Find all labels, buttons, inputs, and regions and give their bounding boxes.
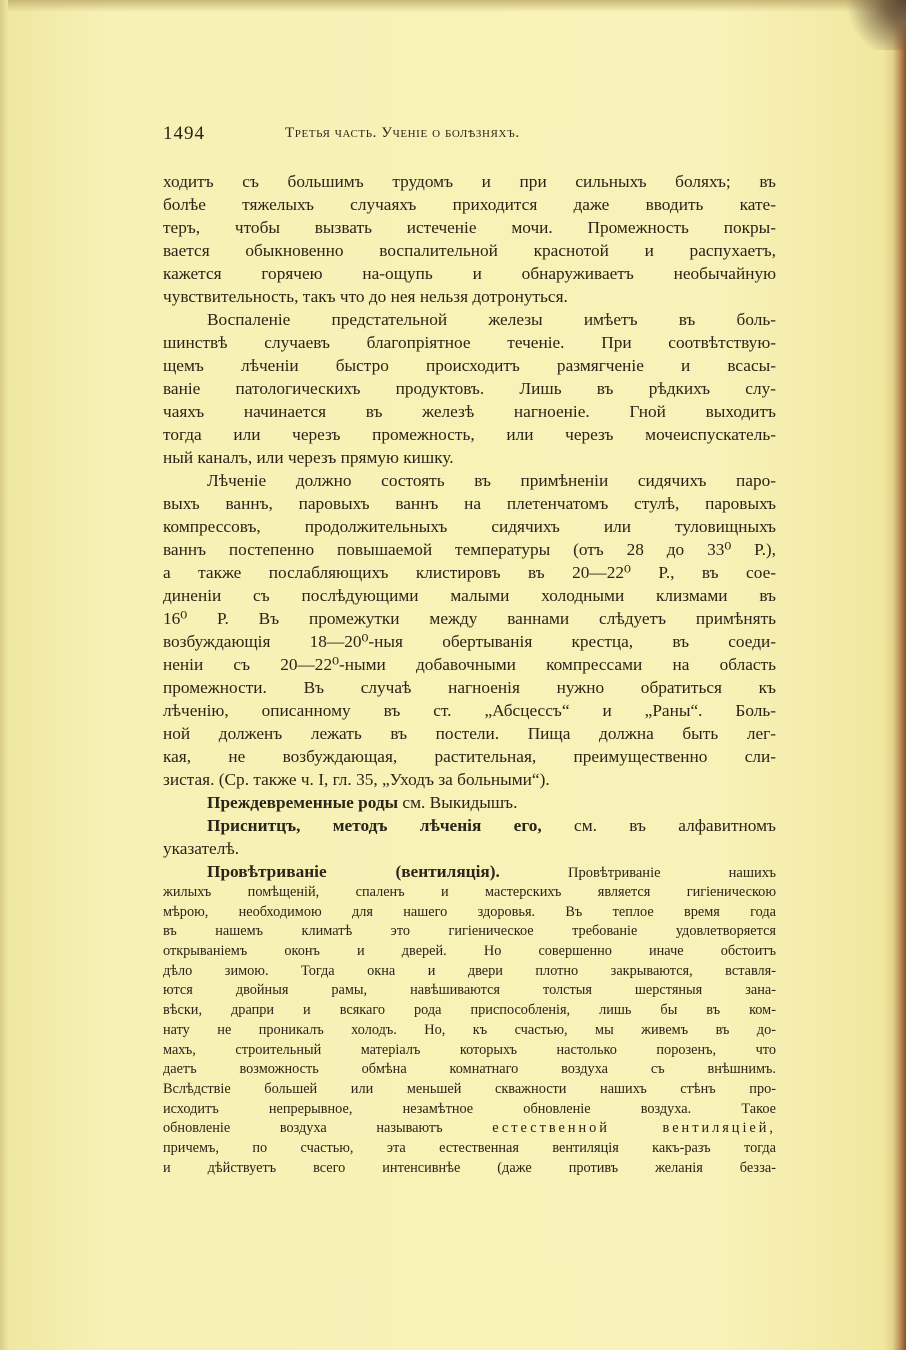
- page-right-edge: [884, 0, 906, 1350]
- body-text: [163, 170, 776, 1178]
- text-line: диненіи съ послѣдующими малыми холодными клизмами въ: [163, 586, 776, 605]
- text-line: чаяхъ начинается въ железѣ нагноеніе. Гной выходитъ: [163, 402, 776, 421]
- entry-premature-birth: [163, 791, 776, 814]
- text-line: теръ, чтобы вызвать истеченіе мочи. Промежность покры-: [163, 218, 776, 237]
- text-line: указателѣ.: [163, 839, 240, 858]
- text-fragment: обновленіе воздуха называютъ: [163, 1120, 493, 1137]
- small-text-line: жилыхъ помѣщеній, спаленъ и мастерскихъ является гигіеническою: [163, 884, 776, 900]
- entry-term: Провѣтриваніе (вентиляція).: [207, 862, 500, 881]
- page-number: 1494: [163, 123, 205, 144]
- text-line: шинствѣ случаевъ благопріятное теченіе. При соотвѣтствую-: [163, 333, 776, 352]
- small-text-line: Вслѣдствіе большей или меньшей скважности нашихъ стѣнъ про-: [163, 1080, 776, 1097]
- text-line: ваніе патологическихъ продуктовъ. Лишь въ рѣдкихъ слу-: [163, 379, 776, 398]
- text-line: чувствительность, такъ что до нея нельзя дотронуться.: [163, 287, 568, 306]
- entry-ventilation: [163, 860, 776, 883]
- small-text-line: [163, 1119, 776, 1139]
- text-line: лѣченію, описанному въ ст. „Абсцессъ“ и „Раны“. Боль-: [163, 701, 776, 720]
- text-line: кажется горячею на-ощупь и обнаруживаетъ необычайную: [163, 264, 776, 283]
- text-line: промежности. Въ случаѣ нагноенія нужно обратиться къ: [163, 678, 776, 697]
- small-text-line: нату не проникалъ холодъ. Но, къ счастью, мы живемъ въ до-: [163, 1021, 776, 1038]
- small-text-line: и дѣйствуетъ всего интенсивнѣе (даже противъ желанія безза-: [163, 1159, 776, 1176]
- page-left-edge: [0, 0, 8, 1350]
- small-text-line: мѣрою, необходимою для нашего здоровья. Въ теплое время года: [163, 903, 776, 920]
- text-line: Лѣченіе должно состоять въ примѣненіи сидячихъ паро-: [207, 471, 776, 490]
- text-line: кая, не возбуждающая, растительная, преимущественно сли-: [163, 747, 776, 766]
- text-line: ходитъ съ большимъ трудомъ и при сильныхъ боляхъ; въ: [163, 172, 776, 191]
- entry-reference: Провѣтриваніе нашихъ: [499, 865, 776, 881]
- small-text-line: причемъ, по счастью, эта естественная вентиляція какъ-разъ тогда: [163, 1139, 776, 1156]
- page-header: [163, 123, 778, 147]
- text-line: компрессовъ, продолжительныхъ сидячихъ или туловищныхъ: [163, 517, 776, 536]
- entry-reference: см. въ алфавитномъ: [541, 816, 776, 835]
- entry-term: Преждевременные роды: [207, 793, 399, 812]
- text-line: ный каналъ, или черезъ прямую кишку.: [163, 448, 454, 467]
- page-top-shadow: [0, 0, 906, 12]
- text-line: вается обыкновенно воспалительной краснотой и распухаетъ,: [163, 241, 776, 260]
- entry-priessnitz: [163, 814, 776, 837]
- small-text-line: исходитъ непрерывное, незамѣтное обновленіе воздуха. Такое: [163, 1100, 776, 1117]
- text-line: выхъ ваннъ, паровыхъ ваннъ на плетенчатомъ стулѣ, паровыхъ: [163, 494, 776, 513]
- text-line: зистая. (Ср. также ч. I, гл. 35, „Уходъ за больными“).: [163, 770, 550, 789]
- small-text-line: ются двойныя рамы, навѣшиваются толстыя шерстяныя зана-: [163, 982, 776, 999]
- small-text-line: махъ, строительный матеріалъ которыхъ настолько порозенъ, что: [163, 1041, 776, 1058]
- small-text-line: открываніемъ оконъ и дверей. Но совершенно иначе обстоитъ: [163, 943, 776, 960]
- text-line: ваннъ постепенно повышаемой температуры (отъ 28 до 33⁰ Р.),: [163, 540, 776, 559]
- spaced-term: естественной вентиляціей,: [492, 1120, 776, 1137]
- text-line: а также послабляющихъ клистировъ въ 20—22⁰ Р., въ сое-: [163, 563, 776, 582]
- text-line: щемъ лѣченіи быстро происходитъ размягченіе и всасы-: [163, 356, 776, 375]
- text-line: болѣе тяжелыхъ случаяхъ приходится даже вводить кате-: [163, 195, 776, 214]
- text-line: ной долженъ лежать въ постели. Пища должна быть лег-: [163, 724, 776, 743]
- text-line: Воспаленіе предстательной железы имѣетъ въ боль-: [207, 310, 776, 329]
- text-line: неніи съ 20—22⁰-ными добавочными компрессами на область: [163, 655, 776, 674]
- small-text-line: дѣло зимою. Тогда окна и двери плотно закрываются, вставля-: [163, 962, 776, 979]
- text-line: тогда или черезъ промежность, или черезъ мочеиспускатель-: [163, 425, 776, 444]
- small-text-line: даетъ возможность обмѣна комнатнаго воздуха съ внѣшнимъ.: [163, 1061, 776, 1078]
- page-corner-damage: [836, 0, 906, 50]
- text-line: 16⁰ Р. Въ промежутки между ваннами слѣдуетъ примѣнять: [163, 609, 776, 628]
- small-text-line: вѣски, драпри и всякаго рода приспособленія, лишь бы въ ком-: [163, 1002, 776, 1019]
- small-text-line: въ нашемъ климатѣ это гигіеническое требованіе удовлетворяется: [163, 923, 776, 940]
- entry-reference: см. Выкидышъ.: [398, 793, 518, 812]
- running-title: Третья часть. Ученіе о болѣзняхъ.: [285, 125, 520, 141]
- entry-term: Приснитцъ, методъ лѣченія его,: [207, 816, 542, 835]
- text-line: возбуждающія 18—20⁰-ныя обертыванія крестца, въ соеди-: [163, 632, 776, 651]
